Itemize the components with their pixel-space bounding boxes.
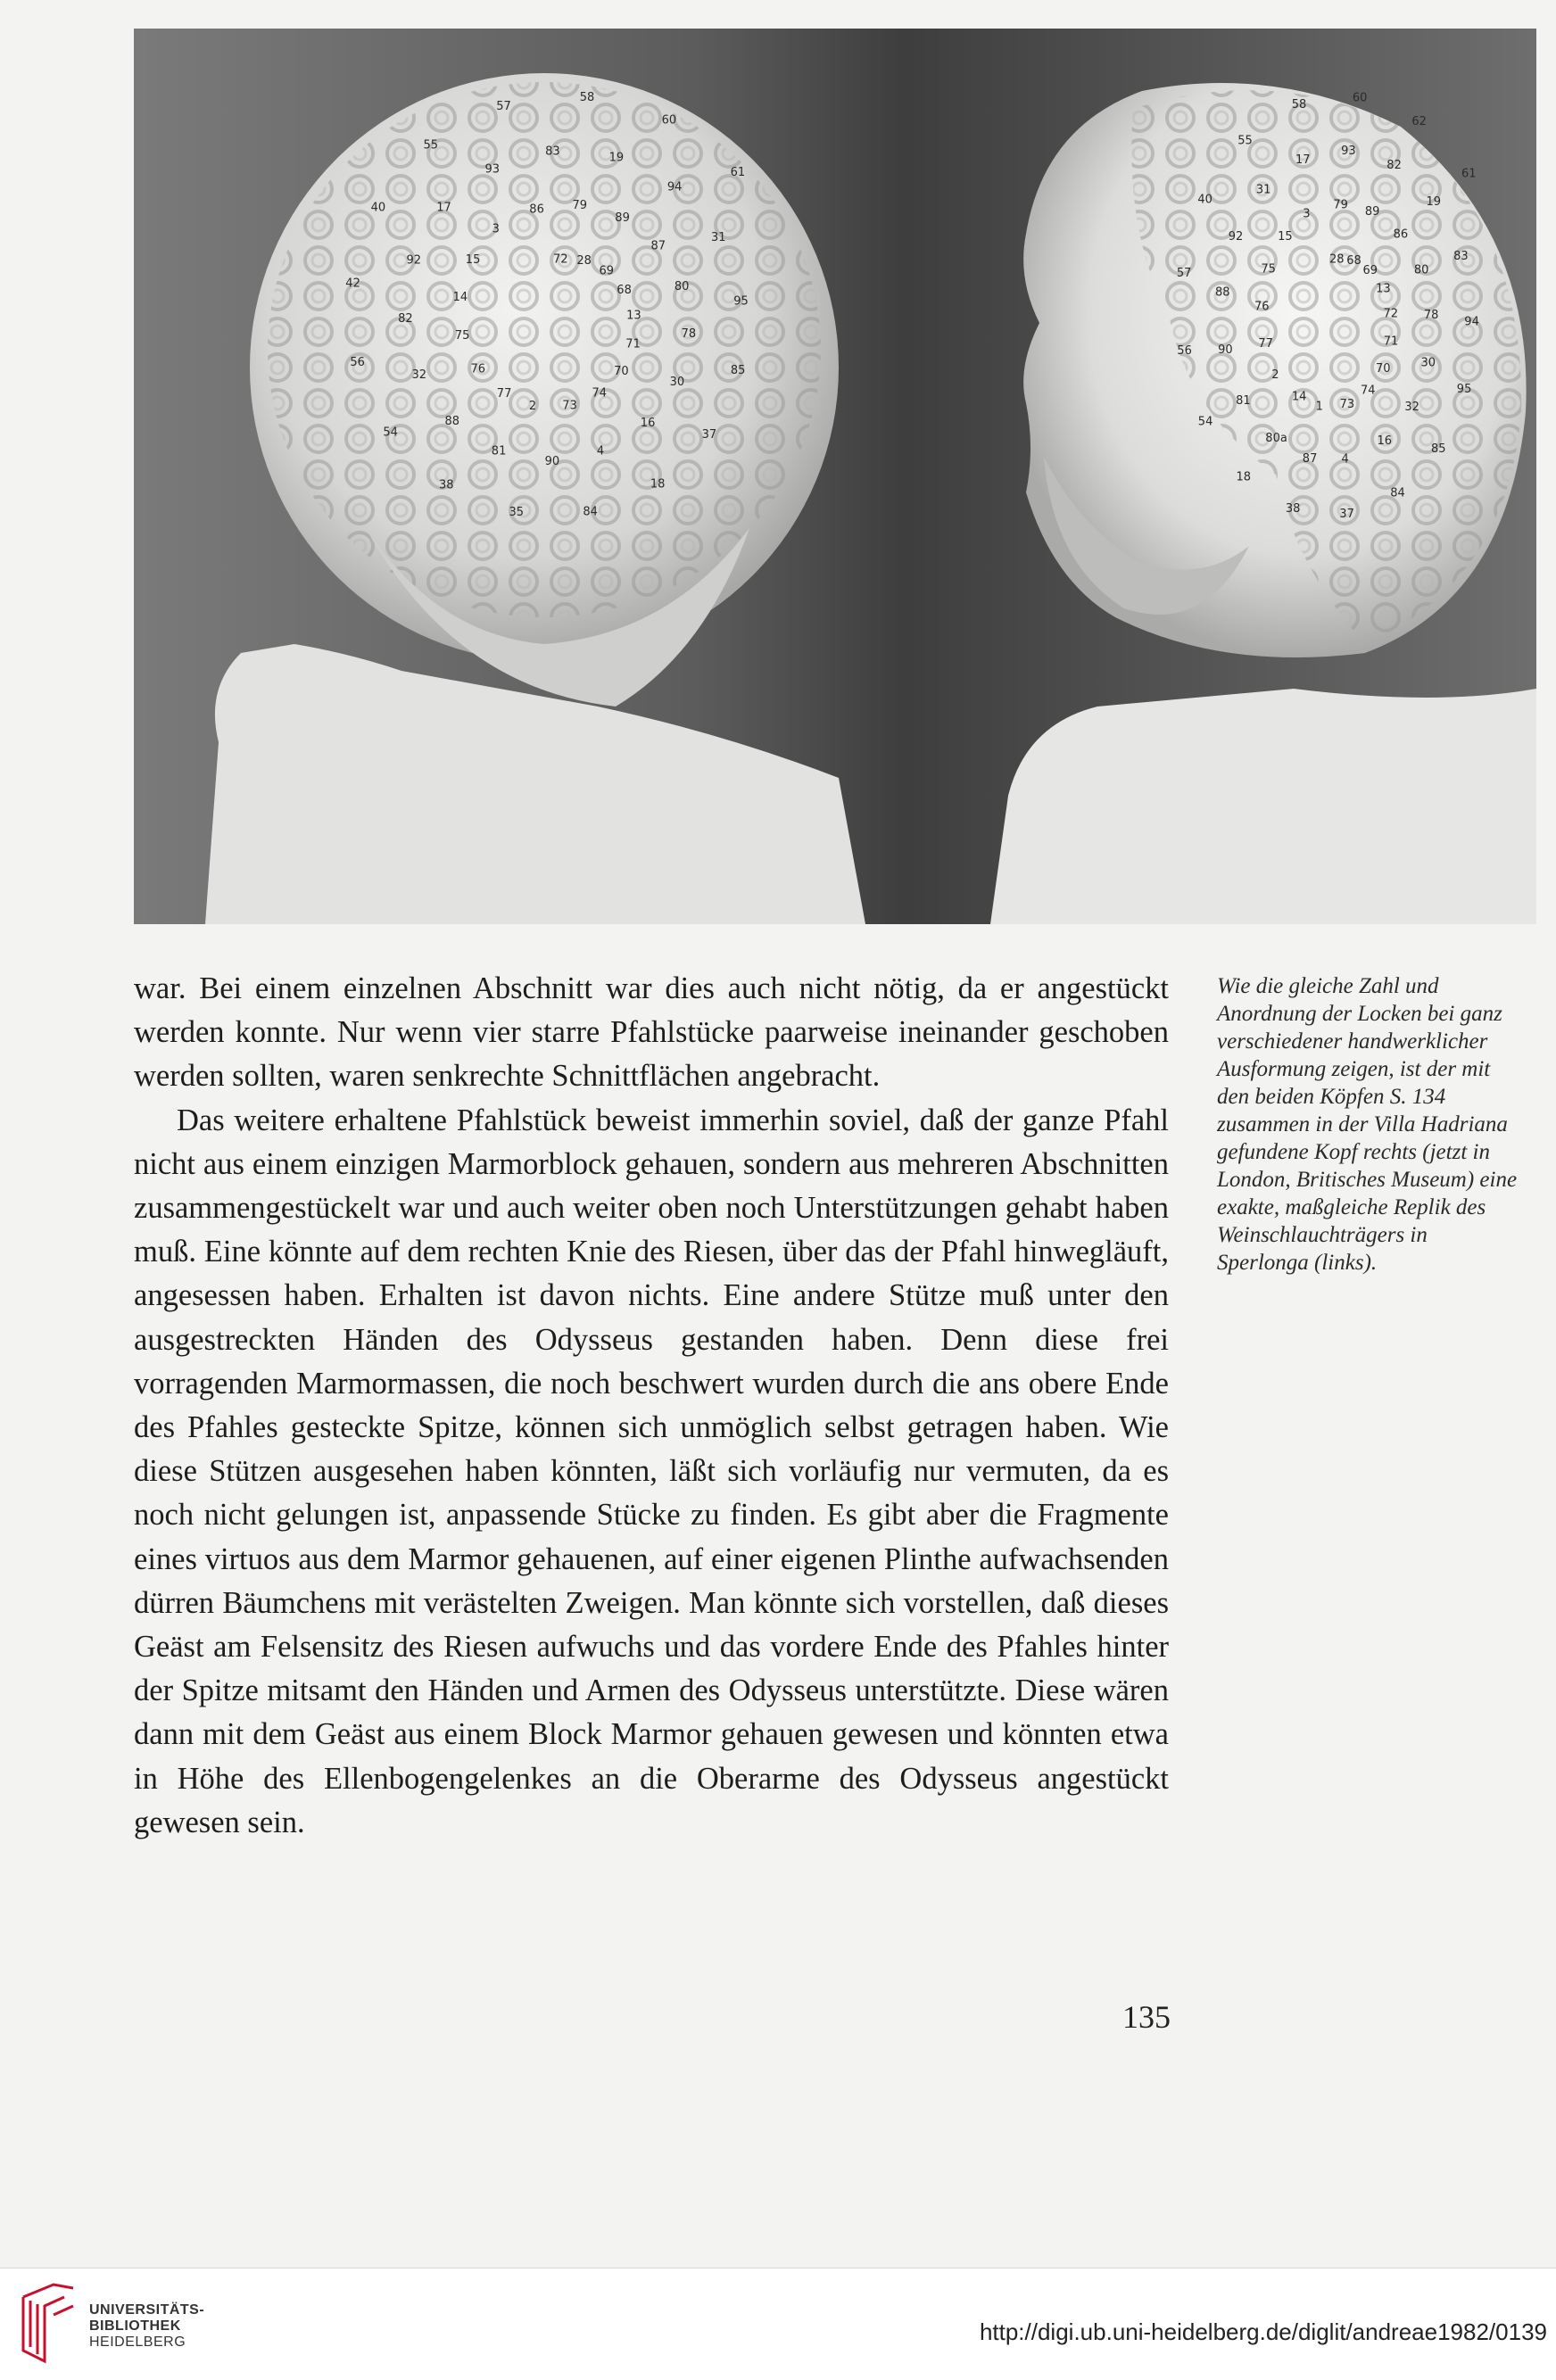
lock-number: 55 [423, 138, 439, 153]
lock-number: 17 [1295, 153, 1311, 167]
lock-number: 75 [1261, 262, 1276, 277]
lock-number: 32 [411, 368, 427, 383]
lock-number: 70 [614, 365, 629, 378]
lock-number: 72 [1383, 307, 1399, 321]
library-name [89, 2302, 204, 2351]
lock-number: 38 [439, 478, 454, 492]
lock-number: 68 [1346, 253, 1362, 268]
lock-number: 4 [596, 444, 605, 459]
lock-number: 78 [1423, 309, 1439, 322]
lock-number: 54 [1197, 415, 1213, 429]
lock-number: 93 [1341, 144, 1356, 158]
source-url-link[interactable]: http://digi.ub.uni-heidelberg.de/diglit/andreae1982/0139 [979, 2318, 1547, 2345]
lock-number: 76 [1254, 300, 1270, 314]
lock-number: 18 [1236, 470, 1252, 484]
lock-number: 17 [436, 201, 451, 215]
lock-number: 74 [592, 386, 608, 401]
lock-number: 16 [1377, 434, 1393, 448]
lock-number: 71 [1383, 335, 1399, 349]
lock-number: 32 [1404, 400, 1419, 414]
lock-number: 55 [1237, 134, 1253, 148]
lock-number: 90 [544, 454, 560, 468]
lock-number: 54 [383, 426, 398, 440]
lock-number: 37 [701, 427, 717, 442]
lock-number: 82 [398, 312, 413, 326]
two-marble-heads-image [134, 29, 1536, 924]
lock-number: 16 [640, 417, 656, 431]
lock-number: 40 [370, 201, 386, 215]
lock-number: 62 [1411, 115, 1427, 128]
lock-number: 2 [528, 399, 537, 413]
lock-number: 79 [1333, 198, 1348, 212]
library-logo-icon[interactable] [18, 2279, 79, 2364]
lock-number: 2 [1271, 368, 1279, 382]
lock-number: 31 [1255, 183, 1271, 197]
lock-number: 15 [1278, 229, 1293, 244]
lock-number: 28 [1329, 252, 1345, 267]
lock-number: 95 [1456, 382, 1472, 396]
lock-number: 13 [626, 309, 641, 323]
lock-number: 30 [1420, 356, 1436, 370]
library-name-line3: HEIDELBERG [89, 2335, 186, 2350]
lock-number: 83 [1453, 250, 1469, 264]
lock-number: 57 [496, 100, 511, 114]
lock-number: 58 [1291, 98, 1307, 112]
lock-number: 82 [1386, 159, 1402, 173]
paragraph-1: war. Bei einem einzelnen Abschnitt war dies auch nicht nötig, da er angestückt werden konnte. Nur wenn vier starre Pfahlstücke paarweise ineinander geschoben werden sollten, waren senkrechte Schnittflächen angebracht. [134, 971, 1169, 1094]
lock-number: 15 [465, 253, 481, 267]
lock-number: 89 [1364, 205, 1380, 219]
lock-number: 92 [406, 253, 422, 268]
lock-number: 81 [491, 444, 507, 459]
lock-number: 94 [666, 180, 683, 194]
library-name-line1: UNIVERSITÄTS- [89, 2302, 205, 2318]
lock-number: 3 [1303, 207, 1311, 221]
footer-bar [0, 2268, 1556, 2380]
lock-number: 13 [1376, 282, 1391, 296]
lock-number: 73 [562, 399, 577, 413]
lock-number: 83 [545, 145, 560, 159]
lock-number: 73 [1339, 398, 1355, 411]
lock-number: 56 [350, 355, 365, 369]
lock-number: 4 [1341, 452, 1349, 467]
lock-number: 85 [1431, 442, 1446, 457]
lock-number: 94 [1464, 315, 1479, 329]
lock-number: 28 [576, 253, 592, 268]
lock-number: 37 [1339, 508, 1354, 522]
lock-number: 35 [509, 506, 525, 519]
lock-number: 89 [615, 211, 630, 225]
lock-number: 85 [730, 363, 746, 377]
sculpture-photo [134, 29, 1536, 924]
lock-number: 92 [1228, 229, 1244, 244]
lock-number: 42 [345, 277, 360, 291]
lock-number: 84 [583, 505, 598, 519]
lock-number: 19 [1426, 195, 1442, 210]
lock-number: 56 [1177, 344, 1192, 359]
lock-number: 71 [625, 337, 641, 351]
lock-number: 80 [1413, 263, 1429, 277]
library-name-line2: BIBLIOTHEK [89, 2318, 181, 2334]
lock-number: 31 [711, 230, 726, 244]
right-head [990, 83, 1536, 924]
lock-number: 86 [1393, 227, 1409, 242]
lock-number: 88 [1215, 285, 1230, 300]
lock-number: 18 [650, 477, 666, 492]
lock-number: 70 [1376, 361, 1391, 376]
lock-number: 88 [444, 414, 460, 428]
lock-number: 87 [650, 239, 666, 253]
lock-number: 80a [1265, 432, 1287, 446]
lock-number: 69 [1362, 264, 1378, 278]
lock-number: 14 [452, 290, 468, 304]
lock-number: 78 [681, 327, 697, 342]
lock-number: 77 [496, 386, 512, 401]
page-number: 135 [1122, 1999, 1171, 2035]
figure-caption: Wie die gleiche Zahl und Anordnung der Locken bei ganz verschiedener handwerklicher Ausformung zeigen, ist der mit den beiden Köpfen S. 134 zusammen in der Villa Hadriana gefundene Kopf rechts (jetzt in London, Britisches Museum) eine exakte, maßgleiche Replik des Weinschlauchträgers in Sperlonga (links). [1217, 974, 1518, 1275]
lock-number: 93 [484, 162, 501, 177]
lock-number: 61 [730, 165, 746, 179]
paragraph-2: Das weitere erhaltene Pfahlstück beweist immerhin soviel, daß der ganze Pfahl nicht aus einem einzigen Marmorblock gehauen, sondern aus mehreren Abschnitten zusammengestückelt war und auch weiter oben noch Unterstützungen gehabt haben muß. Eine könnte auf dem rechten Knie des Riesen, über das der Pfahl hinwegläuft, angesessen haben. Erhalten ist davon nichts. Eine andere Stütze muß unter den ausgestreckten Händen des Odysseus gestanden haben. Denn diese frei vorragenden Marmormassen, die noch beschwert wurden durch die ans obere Ende des Pfahles gesteckte Spitze, können sich unmöglich selbst getragen haben. Wie diese Stützen ausgesehen haben könnten, läßt sich vorläufig nur vermuten, da es noch nicht gelungen ist, anpassende Stücke zu finden. Es gibt aber die Fragmente eines virtuos aus dem Marmor gehauenen, auf einer eigenen Plinthe aufwachsenden dürren Bäumchens mit verästelten Zweigen. Man könnte sich vorstellen, daß dieses Geäst am Felsensitz des Riesen aufwuchs und das vordere Ende des Pfahles hinter der Spitze mitsamt den Händen und Armen des Odysseus unterstützte. Diese wären dann mit dem Geäst aus einem Block Marmor gehauen gewesen und könnten etwa in Höhe des Ellenbogengelenkes an die Oberarme des Odysseus angestückt gewesen sein. [134, 1103, 1169, 1839]
lock-number: 3 [492, 222, 500, 236]
lock-number: 95 [733, 294, 749, 309]
lock-number: 86 [529, 202, 544, 217]
lock-number: 75 [454, 328, 470, 343]
lock-number: 30 [669, 376, 685, 389]
lock-number: 1 [1315, 400, 1323, 414]
lock-number: 19 [608, 151, 625, 165]
lock-number: 74 [1361, 384, 1376, 398]
lock-number: 90 [1218, 343, 1233, 357]
lock-number: 38 [1285, 502, 1301, 516]
lock-number: 87 [1302, 451, 1318, 466]
lock-number: 81 [1236, 393, 1251, 408]
lock-number: 69 [599, 264, 615, 278]
lock-number: 40 [1197, 193, 1213, 207]
lock-number: 61 [1461, 167, 1477, 181]
lock-number: 60 [661, 113, 677, 128]
lock-number: 68 [617, 284, 632, 298]
lock-number: 80 [674, 279, 690, 293]
lock-number: 84 [1390, 486, 1405, 500]
lock-number: 60 [1352, 91, 1368, 105]
lock-number: 57 [1176, 267, 1192, 281]
lock-number: 58 [579, 90, 595, 104]
lock-number: 76 [470, 362, 486, 376]
lock-number: 72 [553, 252, 568, 267]
left-head [205, 73, 865, 924]
lock-number: 79 [572, 198, 588, 212]
lock-number: 77 [1258, 336, 1273, 351]
main-text [134, 967, 1169, 1845]
lock-number: 14 [1291, 390, 1307, 404]
